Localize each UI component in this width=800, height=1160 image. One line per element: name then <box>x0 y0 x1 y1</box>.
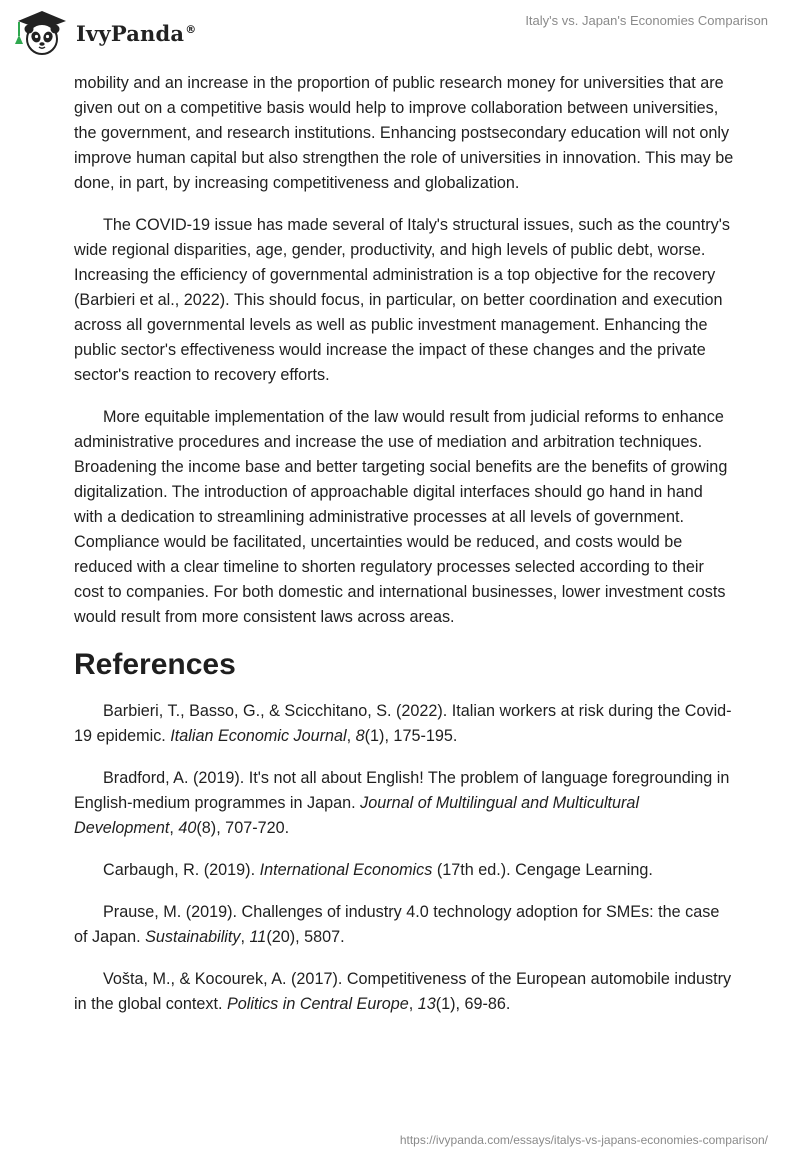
body-paragraph: The COVID-19 issue has made several of Italy's structural issues, such as the country's wide regional disparities, age, gender, productivity, and high levels of public debt, worse. Increasing the efficiency of governmental administration is a top objective for the recovery (Barbieri et al., 2022). This should focus, in particular, on better coordination and execution across all governmental levels as well as public investment management. Enhancing the public sector's effectiveness would increase the impact of these changes and the private sector's reaction to recovery efforts. <box>74 216 730 384</box>
references-heading: References <box>74 648 236 681</box>
reference-volume: 40 <box>178 819 197 837</box>
brand-logo[interactable] <box>14 8 196 56</box>
reference-item: Vošta, M., & Kocourek, A. (2017). Competitiveness of the European automobile industry in the global context. Politics in Central Europe, 13(1), 69-86. <box>74 970 732 1013</box>
reference-book-title: International Economics <box>259 861 433 879</box>
reference-volume: 13 <box>417 995 436 1013</box>
reference-item: Carbaugh, R. (2019). International Economics (17th ed.). Cengage Learning. <box>103 861 653 879</box>
panda-graduate-logo-icon <box>14 8 70 56</box>
body-paragraph: mobility and an increase in the proportion of public research money for universities that are given out on a competitive basis would help to improve collaboration between universities, the government, and research institutions. Enhancing postsecondary education will not only improve human capital but also strengthen the role of universities in innovation. This may be done, in part, by increasing competitiveness and globalization. <box>74 74 734 192</box>
page-header <box>0 0 800 70</box>
reference-volume: 8 <box>355 727 365 745</box>
reference-item: Prause, M. (2019). Challenges of industry 4.0 technology adoption for SMEs: the case of Japan. Sustainability, 11(20), 5807. <box>74 903 720 946</box>
document-title: Italy's vs. Japan's Economies Comparison <box>525 13 768 28</box>
reference-journal: Sustainability <box>145 928 241 946</box>
essay-content <box>74 71 734 1034</box>
source-url[interactable]: https://ivypanda.com/essays/italys-vs-japans-economies-comparison/ <box>399 1133 768 1147</box>
brand-name: IvyPanda® <box>76 20 197 46</box>
reference-journal: Journal of Multilingual and Multicultural Development <box>74 794 640 837</box>
reference-journal: Politics in Central Europe <box>226 995 409 1013</box>
body-paragraph: More equitable implementation of the law would result from judicial reforms to enhance administrative procedures and increase the use of mediation and arbitration techniques. Broadening the income base and better targeting social benefits are the benefits of growing digitalization. The introduction of approachable digital interfaces should go hand in hand with a dedication to streamlining administrative processes at all levels of government. Compliance would be facilitated, uncertainties would be reduced, and costs would be reduced with a clear timeline to shorten regulatory processes selected according to their cost to companies. For both domestic and international businesses, lower investment costs would result from more consistent laws across areas. <box>74 408 728 626</box>
reference-item: Barbieri, T., Basso, G., & Scicchitano, S. (2022). Italian workers at risk during the Covid-19 epidemic. Italian Economic Journal, 8(1), 175-195. <box>74 702 732 745</box>
reference-journal: Italian Economic Journal <box>170 727 347 745</box>
reference-item: Bradford, A. (2019). It's not all about English! The problem of language foregrounding in English-medium programmes in Japan. Journal of Multilingual and Multicultural Development, 40(8), 707-720. <box>74 769 730 837</box>
reference-volume: 11 <box>249 928 267 946</box>
